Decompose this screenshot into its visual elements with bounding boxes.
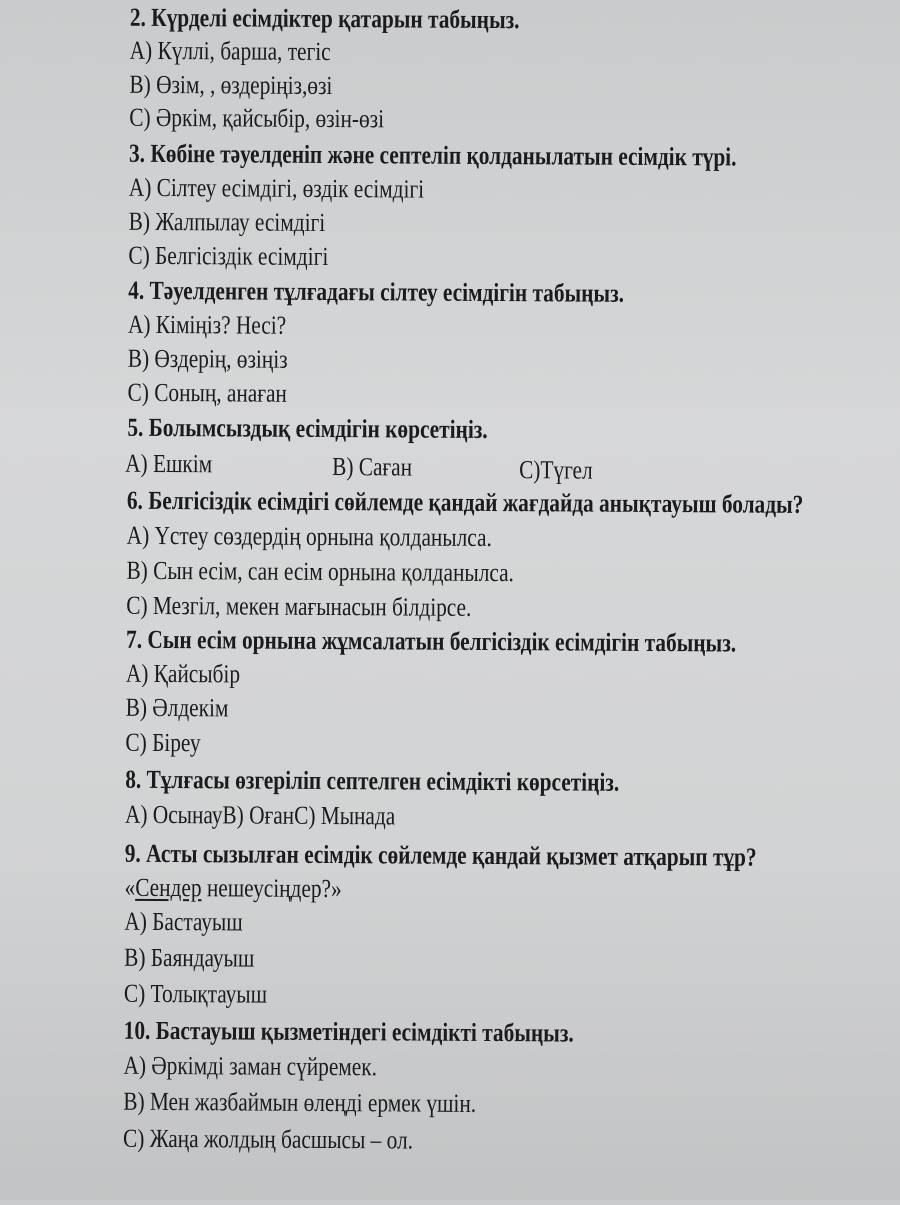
option: C) Соның, анаған: [127, 377, 287, 408]
example-sentence: [124, 871, 341, 906]
option: C) Әркім, қайсыбір, өзін-өзі: [129, 102, 385, 134]
question-number: 6.: [126, 485, 144, 515]
question-6: [127, 484, 804, 522]
option: B) Сын есім, сан есім орнына қолданылса.: [126, 555, 515, 588]
option: A) Қайсыбір: [125, 658, 241, 689]
option: B) Мен жазбаймын өлеңді ермек үшін.: [123, 1086, 477, 1118]
option: C) Мезгіл, мекен мағынасын білдірсе.: [126, 590, 472, 622]
option: B) Баяндауыш: [124, 942, 255, 973]
sentence-quote-open: «: [124, 872, 136, 902]
question-number: 7.: [126, 624, 143, 654]
option: B) Өзім, , өздеріңіз,өзі: [129, 69, 333, 101]
question-8: [125, 763, 619, 800]
question-text: Көбіне тәуелденіп және септеліп қолданылатын есімдік түрі.: [150, 138, 737, 172]
option: A) ОсынауB) ОғанC) Мынада: [124, 799, 396, 831]
question-3: [129, 137, 737, 175]
question-number: 2.: [129, 2, 146, 32]
question-10: [124, 1014, 574, 1051]
option: A) Әркімді заман сүйремек.: [123, 1050, 378, 1082]
option: C) Жаңа жолдың басшысы – ол.: [122, 1123, 414, 1155]
question-number: 3.: [128, 138, 146, 168]
sentence-rest: нешеусіңдер?»: [201, 873, 342, 904]
question-text: Асты сызылған есімдік сөйлемде қандай қызмет атқарып тұр?: [146, 838, 757, 872]
option: A) Үстеу сөздердің орнына қолданылса.: [126, 520, 492, 553]
option: C) Белгісіздік есімдігі: [128, 240, 329, 272]
question-number: 10.: [123, 1015, 151, 1045]
question-text: Белгісіздік есімдігі сөйлемде қандай жағдайда анықтауыш болады?: [148, 485, 804, 519]
option: C) Біреу: [125, 727, 201, 758]
question-5: [127, 411, 488, 447]
option: A) Кіміңіз? Несі?: [127, 309, 287, 340]
option: B) Әлдекім: [125, 692, 229, 723]
option: A) Ешкім: [125, 448, 213, 479]
option: B) Саған: [332, 452, 413, 482]
option: B) Жалпылау есімдігі: [128, 206, 326, 237]
option: A) Күллі, барша, тегіс: [129, 35, 331, 67]
option: B) Өздерің, өзіңіз: [127, 343, 288, 374]
question-text: Тәуелденген тұлғадағы сілтеу есімдігін табыңыз.: [149, 275, 625, 308]
question-number: 9.: [124, 838, 141, 868]
question-text: Тұлғасы өзгеріліп септелген есімдікті көрсетіңіз.: [146, 764, 620, 797]
question-9: [125, 837, 757, 875]
question-4: [128, 274, 624, 311]
question-7: [126, 623, 736, 661]
question-number: 5.: [127, 412, 144, 442]
question-number: 8.: [125, 764, 142, 794]
option: C) Толықтауыш: [123, 978, 268, 1009]
question-2: [130, 1, 520, 37]
question-text: Күрделі есімдіктер қатарын табыңыз.: [151, 2, 520, 35]
option: C)Түгел: [519, 455, 593, 485]
underlined-pronoun: Сендер: [135, 872, 202, 903]
option: A) Бастауыш: [124, 906, 243, 937]
question-number: 4.: [128, 275, 145, 305]
option: A) Сілтеу есімдігі, өздік есімдігі: [128, 172, 425, 204]
question-text: Сын есім орнына жұмсалатын белгісіздік есімдігін табыңыз.: [147, 624, 737, 658]
question-text: Бастауыш қызметіндегі есімдікті табыңыз.: [155, 1015, 574, 1048]
question-text: Болымсыздық есімдігін көрсетіңіз.: [148, 412, 488, 444]
